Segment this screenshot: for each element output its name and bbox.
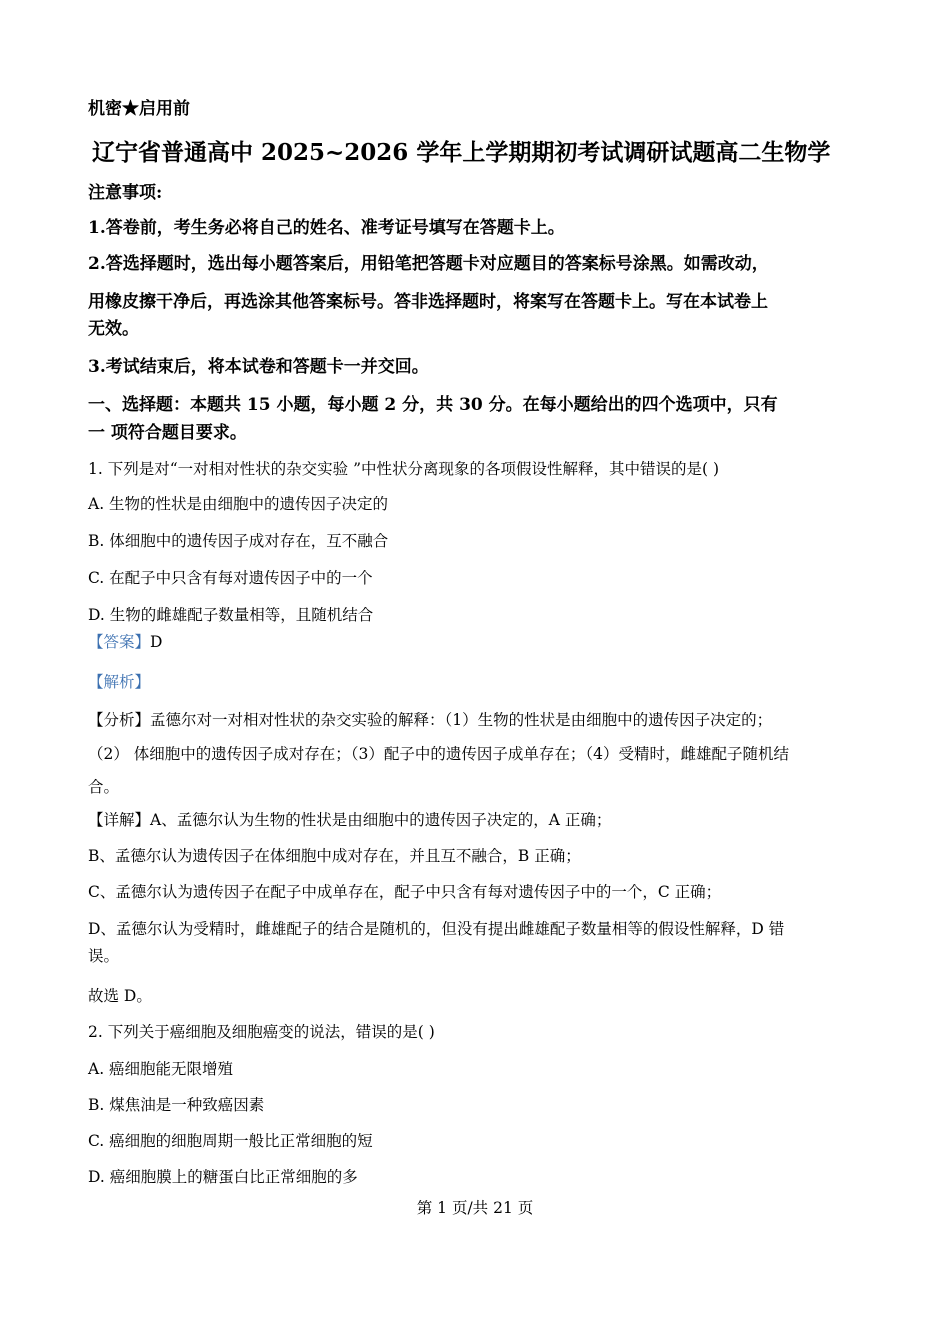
notice-item: 3.考试结束后，将本试卷和答题卡一并交回。: [88, 357, 429, 377]
page-title: 辽宁省普通高中 2025~2026 学年上学期期初考试调研试题高二生物学: [92, 139, 831, 166]
confidential-mark: 机密★启用前: [88, 99, 190, 119]
answer-line: [88, 630, 162, 652]
section-heading: 一、选择题：本题共 15 小题，每小题 2 分，共 30 分。在每小题给出的四个选项中，只有: [88, 395, 778, 415]
question-option: A. 癌细胞能无限增殖: [88, 1060, 234, 1078]
question-option: D. 癌细胞膜上的糖蛋白比正常细胞的多: [88, 1168, 358, 1186]
answer-value: D: [150, 633, 163, 651]
analysis-text: 【分析】孟德尔对一对相对性状的杂交实验的解释：（1）生物的性状是由细胞中的遗传因子决定的；: [88, 711, 773, 729]
notice-item: 1.答卷前，考生务必将自己的姓名、准考证号填写在答题卡上。: [88, 218, 565, 238]
question-option: D. 生物的雌雄配子数量相等，且随机结合: [88, 606, 374, 624]
detail-text: B、孟德尔认为遗传因子在体细胞中成对存在，并且互不融合，B 正确；: [88, 847, 581, 865]
analysis-text: 合。: [88, 778, 120, 796]
detail-text: 误。: [88, 947, 120, 965]
question-stem: 2. 下列关于癌细胞及细胞癌变的说法，错误的是( ): [88, 1023, 435, 1041]
conclusion-text: 故选 D。: [88, 987, 152, 1005]
notice-item: 用橡皮擦干净后，再选涂其他答案标号。答非选择题时，将案写在答题卡上。写在本试卷上: [88, 292, 768, 312]
question-option: B. 煤焦油是一种致癌因素: [88, 1096, 265, 1114]
analysis-text: （2） 体细胞中的遗传因子成对存在；（3）配子中的遗传因子成单存在；（4）受精时，雌雄配子随机结: [88, 745, 790, 763]
detail-text: 【详解】A、孟德尔认为生物的性状是由细胞中的遗传因子决定的，A 正确；: [88, 811, 612, 829]
question-stem: 1. 下列是对“一对相对性状的杂交实验 ”中性状分离现象的各项假设性解释，其中错误的是( ): [88, 460, 720, 478]
answer-label: 【答案】: [88, 633, 151, 651]
question-option: A. 生物的性状是由细胞中的遗传因子决定的: [88, 495, 389, 513]
notice-item: 2.答选择题时，选出每小题答案后，用铅笔把答题卡对应题目的答案标号涂黑。如需改动，: [88, 254, 769, 274]
page-number: 第 1 页/共 21 页: [416, 1199, 534, 1217]
question-option: B. 体细胞中的遗传因子成对存在，互不融合: [88, 532, 389, 550]
question-option: C. 在配子中只含有每对遗传因子中的一个: [88, 569, 373, 587]
notice-heading: 注意事项:: [88, 183, 163, 203]
detail-text: C、孟德尔认为遗传因子在配子中成单存在，配子中只含有每对遗传因子中的一个，C 正确；: [88, 883, 722, 901]
notice-item: 无效。: [88, 319, 139, 339]
detail-text: D、孟德尔认为受精时，雌雄配子的结合是随机的，但没有提出雌雄配子数量相等的假设性解释，D 错: [88, 920, 785, 938]
question-option: C. 癌细胞的细胞周期一般比正常细胞的短: [88, 1132, 373, 1150]
analysis-label: 【解析】: [88, 673, 151, 691]
section-heading-cont: 一 项符合题目要求。: [88, 423, 247, 443]
